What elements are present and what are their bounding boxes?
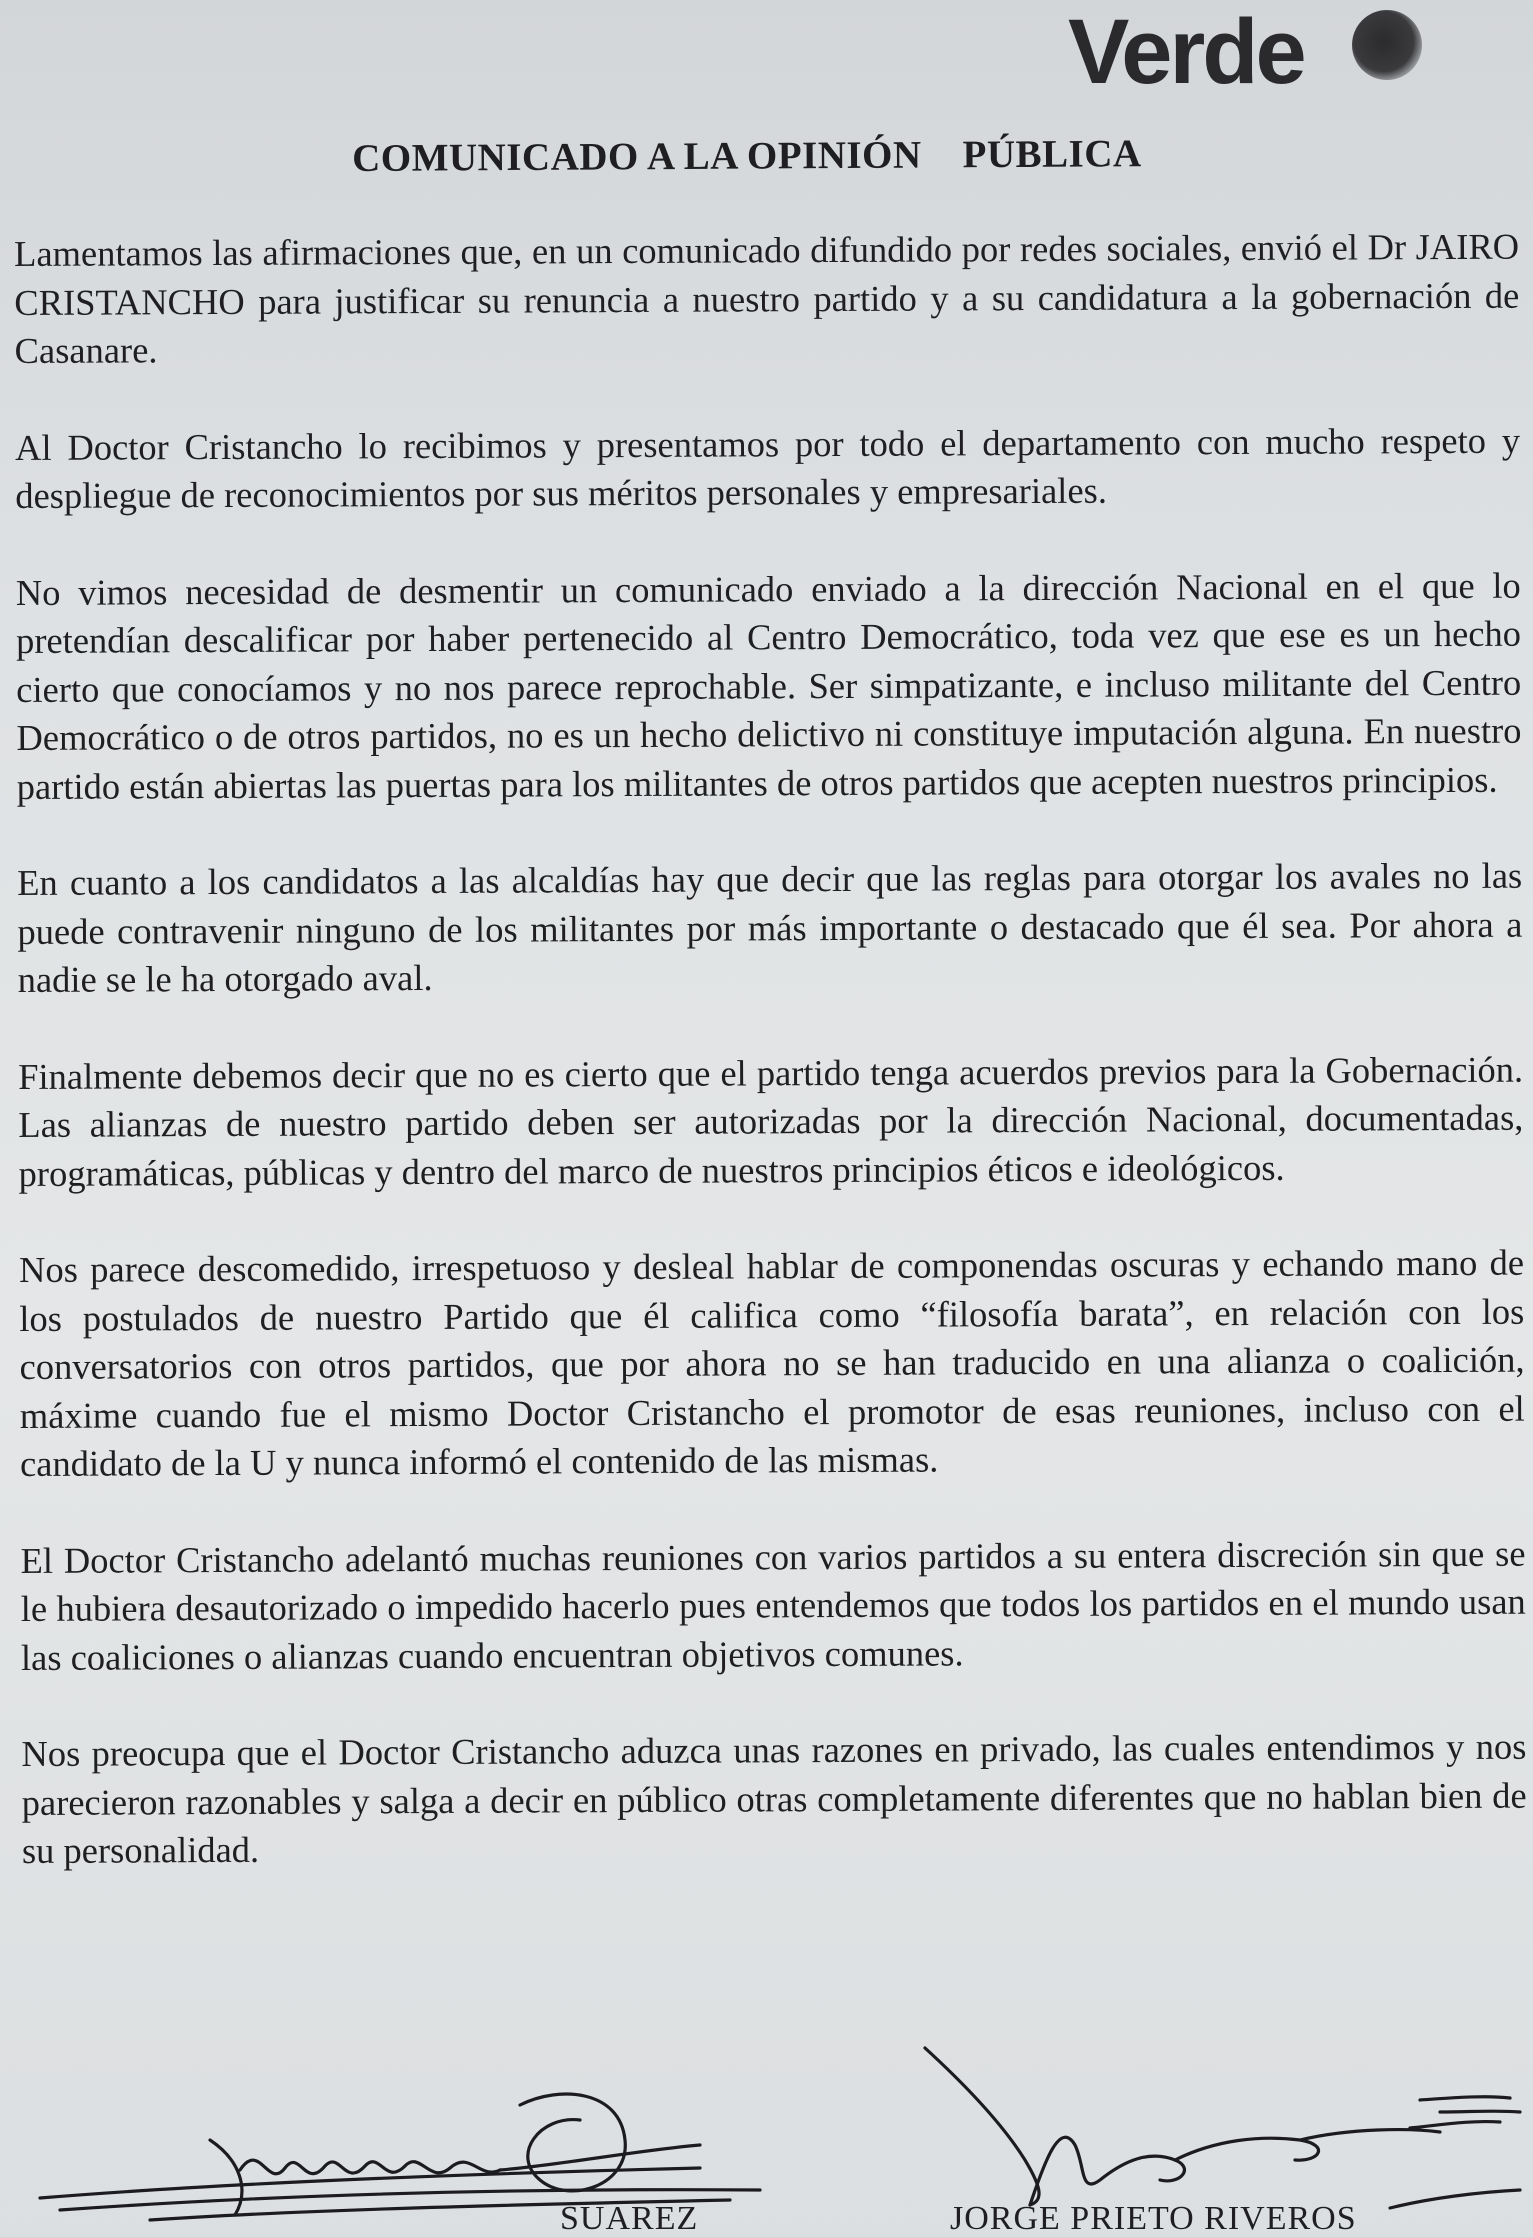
paragraph-8: Nos preocupa que el Doctor Cristancho aduzca unas razones en privado, las cuales entendimos y nos parecieron razonables y salga a decir en público otras completamente diferentes que no hablan bien de su personalidad. bbox=[21, 1725, 1527, 1871]
paragraph-4: En cuanto a los candidatos a las alcaldías hay que decir que las reglas para otorgar los avales no las puede contravenir ninguno de los militantes por más importante o destacado que él sea. Por ahora a nadie se le ha otorgado aval. bbox=[17, 854, 1523, 1000]
document-title: COMUNICADO A LA OPINIÓN PÚBLICA bbox=[352, 132, 1142, 180]
right-signatory-name: JORGE PRIETO RIVEROS bbox=[950, 2200, 1357, 2237]
paragraph-1: Lamentamos las afirmaciones que, en un comunicado difundido por redes sociales, envió el Dr JAIRO CRISTANCHO para justificar su renuncia a nuestro partido y a su candidatura a la gobernación de Casanare. bbox=[14, 225, 1520, 371]
paragraph-5: Finalmente debemos decir que no es cierto que el partido tenga acuerdos previos para la Gobernación. Las alianzas de nuestro partido deben ser autorizadas por la dirección Nacional, documentadas, programáticas, públicas y dentro del marco de nuestros principios éticos e ideológicos. bbox=[18, 1048, 1524, 1194]
right-signature-icon bbox=[925, 2048, 1520, 2208]
paragraph-3: No vimos necesidad de desmentir un comunicado enviado a la dirección Nacional en el que lo pretendían descalificar por haber pertenecido al Centro Democrático, toda vez que ese es un hecho cierto que conocíamos y no nos parece reprochable. Ser simpatizante, e incluso militante del Centro Democrático o de otros partidos, no es un hecho delictivo ni constituye imputación alguna. En nuestro partido están abiertas las puertas para los militantes de otros partidos que acepten nuestros principios. bbox=[15, 564, 1522, 807]
left-signatory-name: SUAREZ bbox=[560, 2200, 699, 2237]
party-logo-text: Verde bbox=[1068, 1, 1304, 103]
paragraph-2: Al Doctor Cristancho lo recibimos y presentamos por todo el departamento con mucho respeto y despliegue de reconocimientos por sus méritos personales y empresariales. bbox=[14, 419, 1521, 516]
paragraph-6: Nos parece descomedido, irrespetuoso y desleal hablar de componendas oscuras y echando mano de los postulados de nuestro Partido que él califica como “filosofía barata”, en relación con los conversatorios con otros partidos, que por ahora no se han traducido en una alianza o coalición, máxime cuando fue el mismo Doctor Cristancho el promotor de esas reuniones, incluso con el candidato de la U y nunca informó el contenido de las mismas. bbox=[18, 1241, 1525, 1484]
paragraph-7: El Doctor Cristancho adelantó muchas reuniones con varios partidos a su entera discreción sin que se le hubiera desautorizado o impedido hacerlo pues entendemos que todos los partidos en el mundo usan las coaliciones o alianzas cuando encuentran objetivos comunes. bbox=[20, 1532, 1526, 1678]
